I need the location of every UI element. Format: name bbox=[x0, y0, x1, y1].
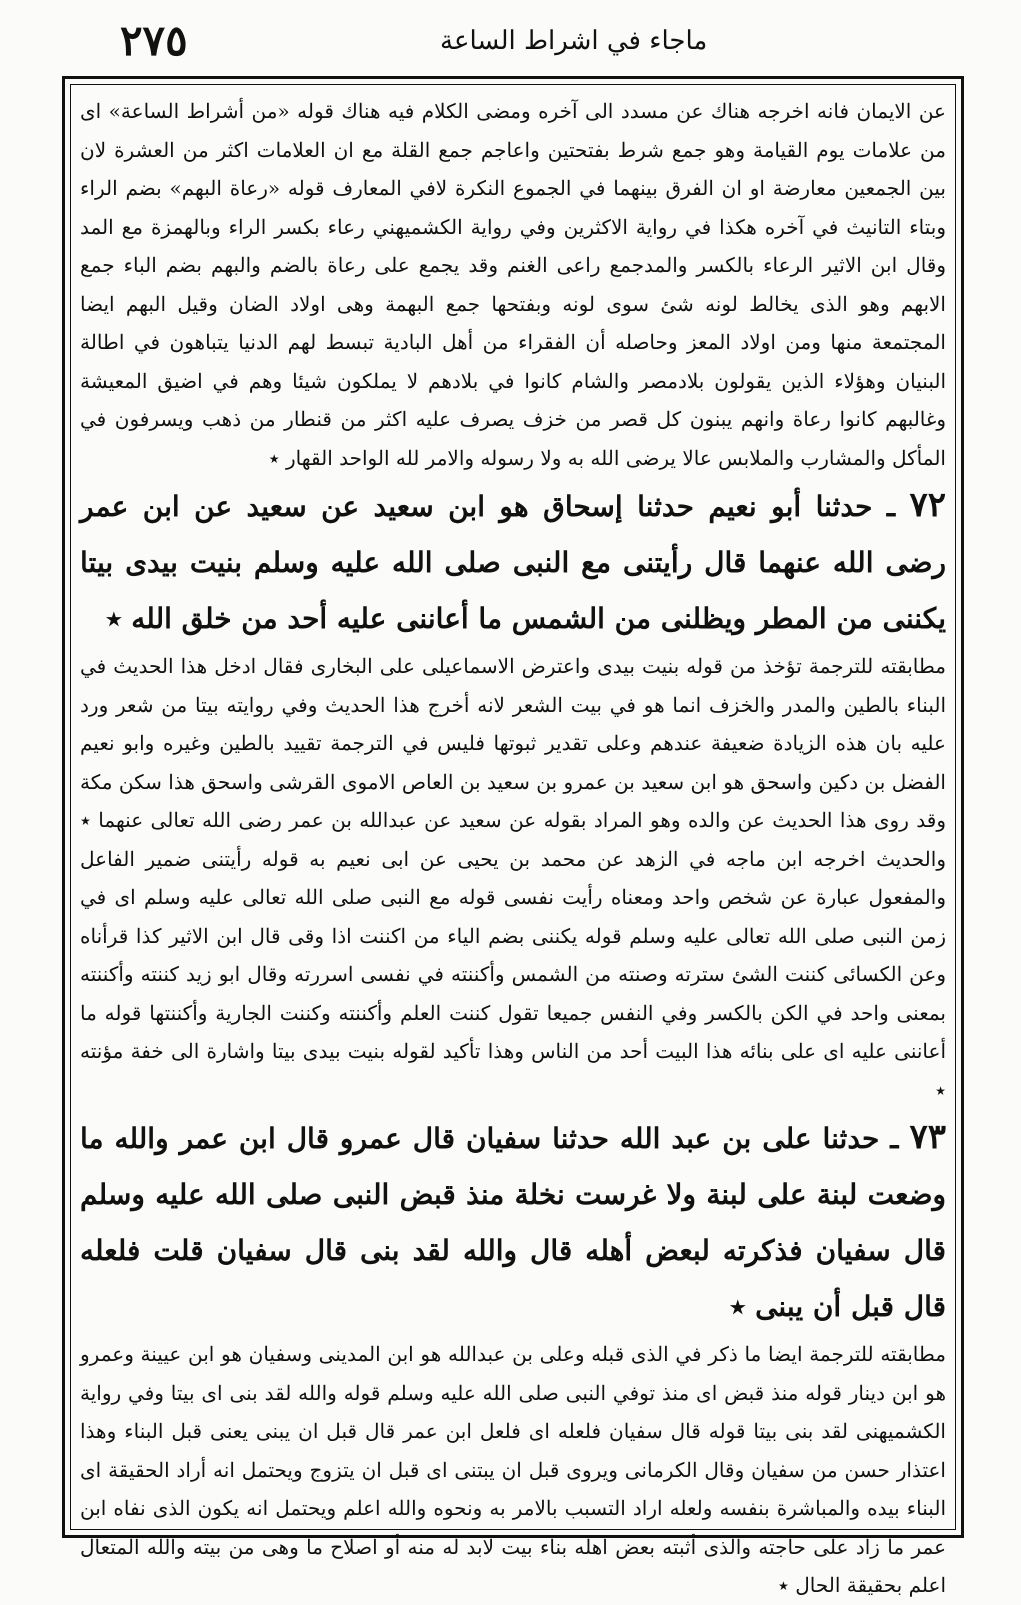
hadith-text: حدثنا على بن عبد الله حدثنا سفيان قال عمرو قال ابن عمر والله ما وضعت لبنة على لبنة ولا غرست نخلة منذ قبض النبى صلى الله عليه وسلم قال سفيان فذكرته لبعض أهله قال والله لقد بنى قال سفيان قلت فلعله قال قبل أن يبنى ٭ bbox=[80, 1122, 946, 1323]
hadith-72: ٧٢ ـ حدثنا أبو نعيم حدثنا إسحاق هو ابن سعيد عن سعيد عن ابن عمر رضى الله عنهما قال رأيتنى مع النبى صلى الله عليه وسلم بنيت بيدى بيتا يكننى من المطر ويظلنى من الشمس ما أعاننى عليه أحد من خلق الله ٭ bbox=[80, 485, 946, 635]
running-title: ماجاء في اشراط الساعة bbox=[440, 26, 708, 56]
commentary-block-3: مطابقته للترجمة ايضا ما ذكر في الذى قبله وعلى بن عبدالله هو ابن المدينى وسفيان هو ابن عيينة وعمرو هو ابن دينار قوله منذ قبض اى منذ توفي النبى صلى الله عليه وسلم قوله والله لقد بنى اى بيتا وفي رواية الكشميهنى لقد بنى بيتا قوله قال سفيان فلعله اى فلعل ابن عمر قال قبل ان يبنى يعنى قبل البناء وهذا اعتذار حسن من سفيان وقال الكرمانى ويروى قبل ان يبتنى اى قبل ان يتزوج ويحتمل انه أراد الحقيقة اى البناء بيده والمباشرة بنفسه ولعله اراد التسبب بالامر به ونحوه والله اعلم ويحتمل انه يكون الذى نفاه ابن عمر ما زاد على حاجته والذى أثبته بعض اهله بناء بيت لابد له منه أو اصلاح ما وهى من بيته والله المتعال اعلم بحقيقة الحال ٭ bbox=[80, 1342, 946, 1597]
commentary-block-2: مطابقته للترجمة تؤخذ من قوله بنيت بيدى واعترض الاسماعيلى على البخارى فقال ادخل هذا الحديث في البناء بالطين والمدر والخزف انما هو في بيت الشعر لانه أخرج هذا الحديث وفي روايته بيتا من شعر ورد عليه بان هذه الزيادة ضعيفة عندهم وعلى تقدير ثبوتها فليس في الترجمة تقييد بالطين وغيره وابو نعيم الفضل بن دكين واسحق هو ابن سعيد بن عمرو بن سعيد بن العاص الاموى القرشى واسحق هذا سكن مكة وقد روى هذا الحديث عن والده وهو المراد بقوله عن سعيد عن عبدالله بن عمر رضى الله تعالى عنهما ٭ والحديث اخرجه ابن ماجه في الزهد عن محمد بن يحيى عن ابى نعيم به قوله رأيتنى ضمير الفاعل والمفعول عبارة عن شخص واحد ومعناه رأيت نفسى قوله مع النبى صلى الله تعالى عليه وسلم اى في زمن النبى صلى الله تعالى عليه وسلم قوله يكننى بضم الياء من اكننت اذا وقى قال ابن الاثير كذا قرأناه وعن الكسائى كننت الشئ سترته وصنته من الشمس وأكننته في نفسى اسررته وقال ابو زيد كننته وأكننته بمعنى واحد في الكن بالكسر وفي النفس جميعا تقول كننت العلم وأكننته وكننت الجارية وأكننتها قوله ما أعاننى عليه اى على بنائه هذا البيت أحد من الناس وهذا تأكيد لقوله بنيت بيدى بيتا واشارة الى خفة مؤنته ٭ bbox=[80, 654, 947, 1102]
page-header bbox=[60, 16, 960, 72]
hadith-number: ٧٣ bbox=[909, 1117, 947, 1157]
hadith-text: حدثنا أبو نعيم حدثنا إسحاق هو ابن سعيد عن سعيد عن ابن عمر رضى الله عنهما قال رأيتنى مع النبى صلى الله عليه وسلم بنيت بيدى بيتا يكننى من المطر ويظلنى من الشمس ما أعاننى عليه أحد من خلق الله ٭ bbox=[80, 490, 946, 635]
hadith-number: ٧٢ bbox=[909, 485, 946, 525]
page-content bbox=[80, 92, 946, 1605]
commentary-block-1: عن الايمان فانه اخرجه هناك عن مسدد الى آخره ومضى الكلام فيه هناك قوله «من أشراط الساعة» اى من علامات يوم القيامة وهو جمع شرط بفتحتين واعاجم جمع القلة مع ان العلامات اكثر من العشرة لان بين الجمعين معارضة او ان الفرق بينهما في الجموع النكرة لافي المعارف قوله «رعاة البهم» بضم الراء وبتاء التانيث في آخره هكذا في رواية الاكثرين وفي رواية الكشميهني رعاء بكسر الراء وبالهمزة مع المد وقال ابن الاثير الرعاء بالكسر والمدجمع راعى الغنم وقد يجمع على رعاة بالضم والبهم بضم الباء جمع الابهم وهو الذى يخالط لونه شئ سوى لونه وبفتحها جمع البهمة وهى اولاد الضان وقيل البهم ايضا المجتمعة منها ومن اولاد المعز وحاصله أن الفقراء من أهل البادية تبسط لهم الدنيا يتباهون في اطالة البنيان وهؤلاء الذين يقولون بلادمصر والشام كانوا في بلادهم لا يملكون شيئا وهم في اضيق المعيشة وغالبهم كانوا رعاة وانهم يبنون كل قصر من خزف يصرف عليه اكثر من قنطار من ذهب ويسرفون في المأكل والمشارب والملابس عالا يرضى الله به ولا رسوله والامر لله الواحد القهار ٭ bbox=[80, 99, 947, 470]
page-number: ٢٧٥ bbox=[120, 16, 188, 65]
hadith-73: ٧٣ ـ حدثنا على بن عبد الله حدثنا سفيان قال عمرو قال ابن عمر والله ما وضعت لبنة على لبنة ولا غرست نخلة منذ قبض النبى صلى الله عليه وسلم قال سفيان فذكرته لبعض أهله قال والله لقد بنى قال سفيان قلت فلعله قال قبل أن يبنى ٭ bbox=[80, 1117, 947, 1323]
